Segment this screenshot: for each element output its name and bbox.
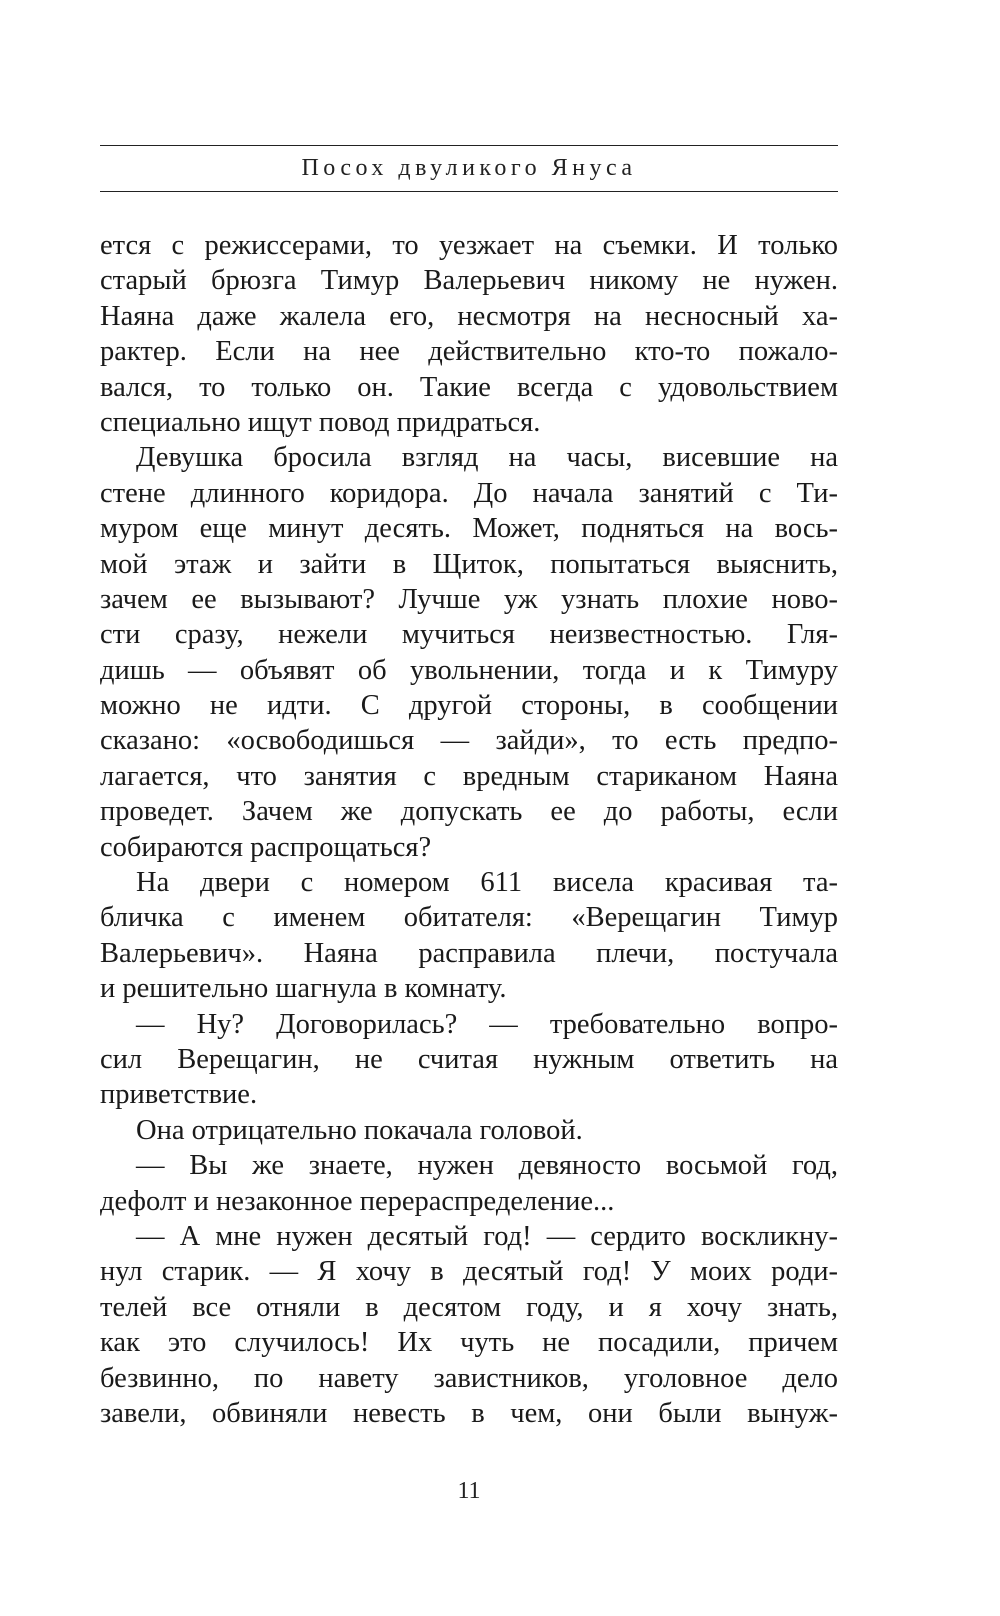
text-line: лагается, что занятия с вредным стариканом Наяна bbox=[100, 760, 838, 792]
text-line: муром еще минут десять. Может, подняться на вось- bbox=[100, 513, 838, 545]
text-line: бличка с именем обитателя: «Верещагин Тимур bbox=[100, 902, 838, 934]
text-line: приветствие. bbox=[100, 1079, 258, 1111]
text-line: собираются распрощаться? bbox=[100, 831, 432, 863]
text-line: Валерьевич». Наяна расправила плечи, постучала bbox=[100, 937, 838, 969]
text-line: зачем ее вызывают? Лучше уж узнать плохие ново- bbox=[100, 583, 838, 615]
body-text bbox=[100, 228, 838, 1431]
text-line: сил Верещагин, не считая нужным ответить на bbox=[100, 1043, 838, 1075]
text-line: — А мне нужен десятый год! — сердито воскликну- bbox=[136, 1220, 838, 1252]
page-number: 11 bbox=[457, 1478, 481, 1504]
text-line: — Вы же знаете, нужен девяносто восьмой год, bbox=[136, 1150, 838, 1182]
text-line: стене длинного коридора. До начала занятий с Ти- bbox=[100, 477, 838, 509]
text-line: мой этаж и зайти в Щиток, попытаться выяснить, bbox=[100, 548, 838, 580]
text-line: проведет. Зачем же допускать ее до работы, если bbox=[100, 796, 838, 828]
text-line: вался, то только он. Такие всегда с удовольствием bbox=[100, 371, 838, 403]
text-line: нул старик. — Я хочу в десятый год! У моих роди- bbox=[100, 1256, 838, 1288]
text-line: как это случилось! Их чуть не посадили, причем bbox=[100, 1327, 838, 1359]
text-line: ется с режиссерами, то уезжает на съемки. И только bbox=[100, 230, 838, 261]
text-line: старый брюзга Тимур Валерьевич никому не нужен. bbox=[100, 265, 838, 297]
text-line: телей все отняли в десятом году, и я хочу знать, bbox=[100, 1291, 838, 1323]
text-line: — Ну? Договорилась? — требовательно вопро- bbox=[136, 1008, 838, 1040]
running-head: Посох двуликого Януса bbox=[301, 155, 637, 181]
text-line: дефолт и незаконное перераспределение... bbox=[100, 1185, 615, 1217]
text-line: дишь — объявят об увольнении, тогда и к Тимуру bbox=[100, 654, 838, 686]
text-line: можно не идти. С другой стороны, в сообщении bbox=[100, 690, 838, 722]
header-rule-top bbox=[100, 145, 838, 146]
text-line: сти сразу, нежели мучиться неизвестностью. Гля- bbox=[100, 619, 838, 651]
text-line: Наяна даже жалела его, несмотря на несносный ха- bbox=[100, 300, 838, 332]
text-line: рактер. Если на нее действительно кто-то пожало- bbox=[100, 336, 838, 368]
text-line: завели, обвиняли невесть в чем, они были вынуж- bbox=[100, 1397, 838, 1429]
text-line: Она отрицательно покачала головой. bbox=[136, 1114, 583, 1146]
text-line: Девушка бросила взгляд на часы, висевшие на bbox=[136, 442, 838, 474]
text-line: безвинно, по навету завистников, уголовное дело bbox=[100, 1362, 838, 1394]
header-rule-bottom bbox=[100, 191, 838, 192]
text-line: и решительно шагнула в комнату. bbox=[100, 973, 507, 1005]
text-line: сказано: «освободишься — зайди», то есть предпо- bbox=[100, 725, 838, 757]
text-line: На двери с номером 611 висела красивая та- bbox=[136, 867, 838, 899]
text-line: специально ищут повод придраться. bbox=[100, 406, 541, 438]
